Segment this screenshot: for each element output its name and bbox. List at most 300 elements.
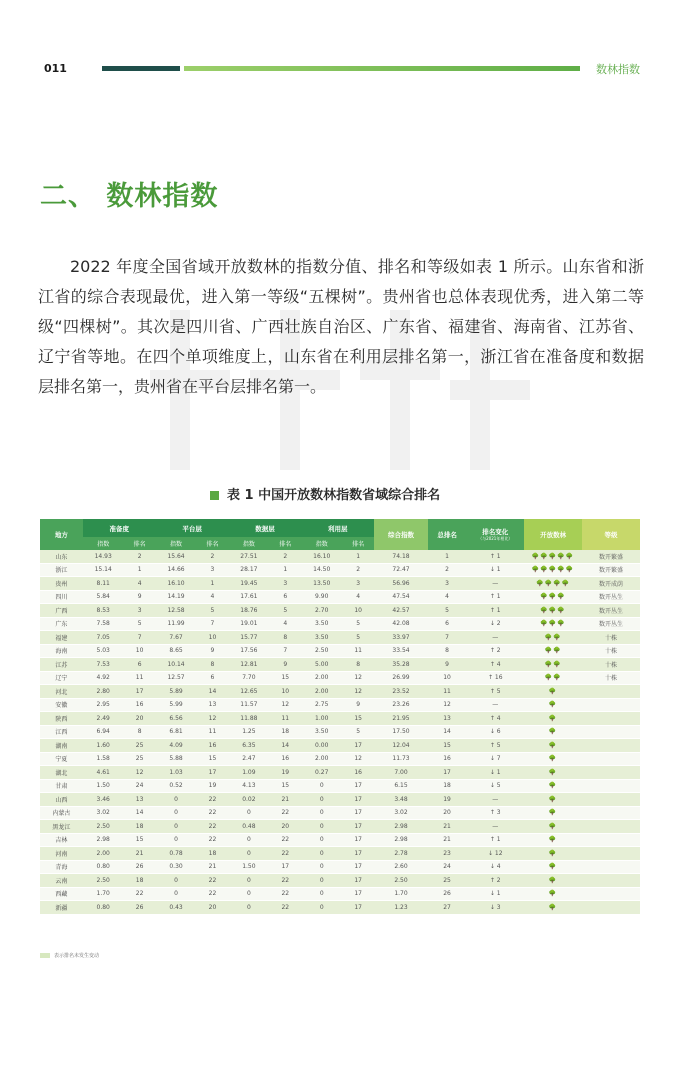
cell-trees: 🌳 xyxy=(524,806,582,820)
table-cell: 11 xyxy=(124,671,156,685)
cell-region: 山东 xyxy=(40,550,83,563)
table-cell: 17.61 xyxy=(229,590,270,604)
table-cell: 3.46 xyxy=(83,793,124,807)
table-cell: 22 xyxy=(269,874,301,888)
table-cell: 21 xyxy=(428,833,467,847)
table-cell: 26 xyxy=(428,887,467,901)
table-cell: 9 xyxy=(342,698,374,712)
cell-rank-change: ↑ 4 xyxy=(466,712,524,726)
table-cell: 4.92 xyxy=(83,671,124,685)
table-cell: 15.14 xyxy=(83,563,124,577)
table-cell: 15 xyxy=(342,712,374,726)
cell-rank-change: ↑ 3 xyxy=(466,806,524,820)
cell-trees: 🌳 xyxy=(524,712,582,726)
cell-rank-change: ↑ 2 xyxy=(466,874,524,888)
table-cell: 8 xyxy=(196,658,228,672)
table-cell: 2 xyxy=(269,550,301,563)
table-row xyxy=(40,644,640,658)
table-cell: 14.66 xyxy=(156,563,197,577)
cell-grade xyxy=(582,685,640,699)
cell-grade: 十株 xyxy=(582,671,640,685)
cell-rank-change: — xyxy=(466,577,524,591)
cell-grade xyxy=(582,793,640,807)
cell-trees: 🌳 xyxy=(524,887,582,901)
table-cell: 0 xyxy=(301,874,342,888)
cell-trees: 🌳 xyxy=(524,752,582,766)
table-cell: 18 xyxy=(124,820,156,834)
table-cell: 0 xyxy=(301,860,342,874)
cell-grade xyxy=(582,820,640,834)
table-cell: 33.97 xyxy=(374,631,428,645)
cell-trees: 🌳🌳 xyxy=(524,671,582,685)
table-cell: 12.57 xyxy=(156,671,197,685)
table-cell: 2.49 xyxy=(83,712,124,726)
table-row xyxy=(40,698,640,712)
cell-trees: 🌳🌳🌳 xyxy=(524,590,582,604)
table-cell: 6.15 xyxy=(374,779,428,793)
table-cell: 9 xyxy=(428,658,467,672)
table-cell: 16 xyxy=(342,766,374,780)
table-cell: 7 xyxy=(428,631,467,645)
cell-trees: 🌳🌳🌳 xyxy=(524,604,582,618)
table-cell: 1 xyxy=(269,563,301,577)
table-row xyxy=(40,860,640,874)
table-row xyxy=(40,590,640,604)
cell-region: 江西 xyxy=(40,725,83,739)
table-cell: 1.03 xyxy=(156,766,197,780)
header-section-label: 数林指数 xyxy=(596,63,640,76)
cell-rank-change: ↓ 2 xyxy=(466,617,524,631)
header-total-rank: 总排名 xyxy=(428,519,467,550)
table-cell: 0.27 xyxy=(301,766,342,780)
table-cell: 2.50 xyxy=(374,874,428,888)
cell-trees: 🌳 xyxy=(524,874,582,888)
table-cell: 14.93 xyxy=(83,550,124,563)
table-cell: 22 xyxy=(269,887,301,901)
table-cell: 19.01 xyxy=(229,617,270,631)
cell-rank-change: — xyxy=(466,793,524,807)
table-row xyxy=(40,752,640,766)
table-cell: 10 xyxy=(342,604,374,618)
cell-trees: 🌳🌳🌳 xyxy=(524,617,582,631)
table-cell: 22 xyxy=(269,901,301,915)
table-cell: 8.53 xyxy=(83,604,124,618)
table-cell: 3.50 xyxy=(301,631,342,645)
table-cell: 26.99 xyxy=(374,671,428,685)
table-cell: 0 xyxy=(229,887,270,901)
cell-rank-change: ↓ 1 xyxy=(466,766,524,780)
table-cell: 6.94 xyxy=(83,725,124,739)
cell-grade xyxy=(582,833,640,847)
cell-region: 云南 xyxy=(40,874,83,888)
table-cell: 5.99 xyxy=(156,698,197,712)
cell-grade xyxy=(582,874,640,888)
cell-grade: 数开丛生 xyxy=(582,590,640,604)
table-cell: 11 xyxy=(342,644,374,658)
table-cell: 3 xyxy=(196,563,228,577)
table-cell: 2 xyxy=(342,563,374,577)
table-cell: 17 xyxy=(269,860,301,874)
table-cell: 25 xyxy=(124,739,156,753)
table-cell: 9 xyxy=(269,658,301,672)
table-cell: 22 xyxy=(124,887,156,901)
table-cell: 20 xyxy=(428,806,467,820)
table-cell: 17 xyxy=(342,779,374,793)
table-cell: 14 xyxy=(428,725,467,739)
table-cell: 17 xyxy=(428,766,467,780)
table-caption xyxy=(210,484,440,503)
cell-region: 河南 xyxy=(40,847,83,861)
cell-grade xyxy=(582,779,640,793)
table-cell: 22 xyxy=(196,806,228,820)
table-cell: 3 xyxy=(342,577,374,591)
table-cell: 56.96 xyxy=(374,577,428,591)
table-cell: 6.81 xyxy=(156,725,197,739)
cell-region: 四川 xyxy=(40,590,83,604)
table-cell: 4 xyxy=(342,590,374,604)
cell-grade xyxy=(582,712,640,726)
cell-region: 湖南 xyxy=(40,739,83,753)
table-cell: 0 xyxy=(156,874,197,888)
table-cell: 27 xyxy=(428,901,467,915)
table-cell: 21 xyxy=(269,793,301,807)
cell-trees: 🌳 xyxy=(524,685,582,699)
table-cell: 12.81 xyxy=(229,658,270,672)
table-cell: 17.56 xyxy=(229,644,270,658)
table-row xyxy=(40,604,640,618)
table-row xyxy=(40,887,640,901)
table-cell: 4 xyxy=(269,617,301,631)
table-cell: 20 xyxy=(124,712,156,726)
cell-rank-change: ↓ 3 xyxy=(466,901,524,915)
table-cell: 17 xyxy=(342,860,374,874)
cell-grade xyxy=(582,901,640,915)
cell-grade: 十株 xyxy=(582,631,640,645)
cell-grade: 数开丛生 xyxy=(582,617,640,631)
table-cell: 5.88 xyxy=(156,752,197,766)
table-cell: 21 xyxy=(124,847,156,861)
table-cell: 2.70 xyxy=(301,604,342,618)
table-cell: 17 xyxy=(196,766,228,780)
table-cell: 4.13 xyxy=(229,779,270,793)
cell-region: 山西 xyxy=(40,793,83,807)
table-cell: 13 xyxy=(428,712,467,726)
table-row xyxy=(40,820,640,834)
table-cell: 17.50 xyxy=(374,725,428,739)
table-cell: 12 xyxy=(196,712,228,726)
table-cell: 3.50 xyxy=(301,725,342,739)
table-cell: 12 xyxy=(269,698,301,712)
table-cell: 7.05 xyxy=(83,631,124,645)
subheader-rank: 排名 xyxy=(342,537,374,550)
cell-grade xyxy=(582,860,640,874)
table-cell: 19 xyxy=(428,793,467,807)
table-cell: 27.51 xyxy=(229,550,270,563)
cell-region: 吉林 xyxy=(40,833,83,847)
table-cell: 11.73 xyxy=(374,752,428,766)
table-cell: 15 xyxy=(269,779,301,793)
table-cell: 0.80 xyxy=(83,901,124,915)
table-cell: 19 xyxy=(196,779,228,793)
table-cell: 6.35 xyxy=(229,739,270,753)
table-cell: 21.95 xyxy=(374,712,428,726)
body-paragraph: 2022 年度全国省域开放数林的指数分值、排名和等级如表 1 所示。山东省和浙江省的综合表现最优，进入第一等级“五棵树”。贵州省也总体表现优秀，进入第二等级“四棵树”。其次是四川省、广西壮族自治区、广东省、福建省、海南省、江苏省、辽宁省等地。在四个单项维度上，山东省在利用层排名第一，浙江省在准备度和数据层排名第一，贵州省在平台层排名第一。 xyxy=(38,257,644,396)
table-cell: 8 xyxy=(269,631,301,645)
table-cell: 21 xyxy=(196,860,228,874)
table-cell: 5 xyxy=(196,604,228,618)
table-cell: 5 xyxy=(342,617,374,631)
table-row xyxy=(40,577,640,591)
cell-rank-change: — xyxy=(466,820,524,834)
table-cell: 12 xyxy=(342,671,374,685)
cell-rank-change: ↑ 1 xyxy=(466,604,524,618)
table-cell: 3 xyxy=(124,604,156,618)
cell-grade xyxy=(582,739,640,753)
cell-trees: 🌳 xyxy=(524,739,582,753)
cell-trees: 🌳 xyxy=(524,901,582,915)
table-row xyxy=(40,833,640,847)
header-bar-green xyxy=(184,66,580,71)
table-cell: 3.02 xyxy=(83,806,124,820)
table-cell: 14.50 xyxy=(301,563,342,577)
cell-rank-change: ↑ 4 xyxy=(466,658,524,672)
table-cell: 7.00 xyxy=(374,766,428,780)
table-cell: 22 xyxy=(196,793,228,807)
cell-trees: 🌳 xyxy=(524,779,582,793)
table-cell: 24 xyxy=(428,860,467,874)
cell-trees: 🌳🌳 xyxy=(524,658,582,672)
table-cell: 2.98 xyxy=(83,833,124,847)
table-cell: 42.57 xyxy=(374,604,428,618)
table-cell: 2.75 xyxy=(301,698,342,712)
table-cell: 0 xyxy=(229,847,270,861)
cell-region: 安徽 xyxy=(40,698,83,712)
table-cell: 47.54 xyxy=(374,590,428,604)
table-cell: 23 xyxy=(428,847,467,861)
cell-grade: 数开繁盛 xyxy=(582,563,640,577)
table-cell: 17 xyxy=(124,685,156,699)
table-cell: 28.17 xyxy=(229,563,270,577)
subheader-index: 指数 xyxy=(83,537,124,550)
table-cell: 72.47 xyxy=(374,563,428,577)
table-cell: 22 xyxy=(196,887,228,901)
table-cell: 0 xyxy=(301,833,342,847)
table-cell: 6 xyxy=(124,658,156,672)
table-body xyxy=(40,550,640,914)
cell-rank-change: — xyxy=(466,631,524,645)
table-cell: 2.00 xyxy=(301,752,342,766)
cell-region: 甘肃 xyxy=(40,779,83,793)
table-cell: 13 xyxy=(196,698,228,712)
cell-trees: 🌳 xyxy=(524,725,582,739)
table-cell: 0.02 xyxy=(229,793,270,807)
table-cell: 1 xyxy=(124,563,156,577)
header-trees: 开放数林 xyxy=(524,519,582,550)
table-cell: 15.64 xyxy=(156,550,197,563)
table-cell: 0 xyxy=(301,901,342,915)
table-cell: 0 xyxy=(156,793,197,807)
table-cell: 7.53 xyxy=(83,658,124,672)
table-cell: 3.02 xyxy=(374,806,428,820)
table-cell: 14 xyxy=(124,806,156,820)
cell-region: 宁夏 xyxy=(40,752,83,766)
table-cell: 16 xyxy=(428,752,467,766)
table-cell: 0 xyxy=(229,806,270,820)
cell-region: 青海 xyxy=(40,860,83,874)
table-cell: 0 xyxy=(301,779,342,793)
table-cell: 1 xyxy=(428,550,467,563)
table-cell: 22 xyxy=(196,820,228,834)
table-cell: 12 xyxy=(428,698,467,712)
table-cell: 12 xyxy=(342,752,374,766)
table-cell: 11 xyxy=(269,712,301,726)
cell-grade: 数开成荫 xyxy=(582,577,640,591)
cell-rank-change: ↑ 5 xyxy=(466,685,524,699)
table-cell: 9 xyxy=(124,590,156,604)
table-cell: 7.67 xyxy=(156,631,197,645)
table-cell: 22 xyxy=(269,806,301,820)
table-cell: 18 xyxy=(196,847,228,861)
table-cell: 2 xyxy=(124,550,156,563)
table-cell: 15 xyxy=(196,752,228,766)
table-cell: 1.70 xyxy=(83,887,124,901)
cell-rank-change: ↓ 6 xyxy=(466,725,524,739)
subheader-rank: 排名 xyxy=(124,537,156,550)
cell-grade xyxy=(582,766,640,780)
table-cell: 5.03 xyxy=(83,644,124,658)
cell-grade: 十株 xyxy=(582,644,640,658)
cell-region: 贵州 xyxy=(40,577,83,591)
table-cell: 18 xyxy=(124,874,156,888)
table-cell: 2.98 xyxy=(374,833,428,847)
table-cell: 12.04 xyxy=(374,739,428,753)
table-cell: 8 xyxy=(428,644,467,658)
table-cell: 20 xyxy=(269,820,301,834)
table-row xyxy=(40,685,640,699)
table-cell: 15 xyxy=(269,671,301,685)
cell-trees: 🌳 xyxy=(524,820,582,834)
header-readiness: 准备度 xyxy=(83,519,156,537)
table-cell: 6 xyxy=(269,590,301,604)
table-cell: 12 xyxy=(124,766,156,780)
table-row xyxy=(40,712,640,726)
table-row xyxy=(40,847,640,861)
legend-swatch xyxy=(40,953,50,958)
table-cell: 16 xyxy=(196,739,228,753)
table-cell: 17 xyxy=(342,847,374,861)
table-cell: 33.54 xyxy=(374,644,428,658)
cell-region: 河北 xyxy=(40,685,83,699)
table-cell: 10 xyxy=(269,685,301,699)
table-cell: 6 xyxy=(196,671,228,685)
table-cell: 3.50 xyxy=(301,617,342,631)
table-cell: 22 xyxy=(196,833,228,847)
table-cell: 19.45 xyxy=(229,577,270,591)
table-cell: 11.88 xyxy=(229,712,270,726)
cell-region: 广东 xyxy=(40,617,83,631)
table-cell: 2 xyxy=(428,563,467,577)
table-cell: 1 xyxy=(196,577,228,591)
table-cell: 7 xyxy=(196,617,228,631)
table-cell: 2 xyxy=(196,550,228,563)
table-cell: 11.57 xyxy=(229,698,270,712)
table-cell: 0 xyxy=(156,833,197,847)
table-cell: 10 xyxy=(124,644,156,658)
cell-region: 陕西 xyxy=(40,712,83,726)
table-cell: 17 xyxy=(342,901,374,915)
table-cell: 5 xyxy=(342,631,374,645)
table-cell: 1.70 xyxy=(374,887,428,901)
table-cell: 16 xyxy=(269,752,301,766)
table-cell: 5 xyxy=(269,604,301,618)
table-cell: 25 xyxy=(124,752,156,766)
table-cell: 0 xyxy=(301,887,342,901)
table-cell: 1.23 xyxy=(374,901,428,915)
table-cell: 14.19 xyxy=(156,590,197,604)
table-cell: 13 xyxy=(124,793,156,807)
table-row xyxy=(40,631,640,645)
cell-region: 辽宁 xyxy=(40,671,83,685)
cell-region: 福建 xyxy=(40,631,83,645)
table-row xyxy=(40,617,640,631)
header-grade: 等级 xyxy=(582,519,640,550)
table-cell: 12.58 xyxy=(156,604,197,618)
cell-rank-change: ↑ 5 xyxy=(466,739,524,753)
table-row xyxy=(40,550,640,563)
table-cell: 1.00 xyxy=(301,712,342,726)
table-cell: 8.65 xyxy=(156,644,197,658)
table-cell: 8 xyxy=(342,658,374,672)
table-cell: 24 xyxy=(124,779,156,793)
subheader-rank: 排名 xyxy=(269,537,301,550)
table-cell: 3 xyxy=(428,577,467,591)
cell-rank-change: ↓ 7 xyxy=(466,752,524,766)
table-cell: 10 xyxy=(428,671,467,685)
cell-trees: 🌳 xyxy=(524,698,582,712)
cell-trees: 🌳 xyxy=(524,793,582,807)
table-cell: 12 xyxy=(342,685,374,699)
subheader-rank: 排名 xyxy=(196,537,228,550)
header-rank-change-sub: （与2021年相比） xyxy=(478,536,513,541)
legend-text: 表示排名未发生变动 xyxy=(54,953,100,959)
table-cell: 4 xyxy=(428,590,467,604)
table-cell: 0.48 xyxy=(229,820,270,834)
table-cell: 1.60 xyxy=(83,739,124,753)
cell-grade xyxy=(582,725,640,739)
table-row xyxy=(40,563,640,577)
table-cell: 17 xyxy=(342,833,374,847)
table-cell: 0 xyxy=(229,833,270,847)
table-cell: 5.89 xyxy=(156,685,197,699)
cell-grade: 数开丛生 xyxy=(582,604,640,618)
table-cell: 15.77 xyxy=(229,631,270,645)
table-cell: 35.28 xyxy=(374,658,428,672)
table-cell: 23.26 xyxy=(374,698,428,712)
table-cell: 0 xyxy=(301,847,342,861)
table-cell: 19 xyxy=(269,766,301,780)
cell-trees: 🌳 xyxy=(524,847,582,861)
table-row xyxy=(40,793,640,807)
table-cell: 8 xyxy=(124,725,156,739)
table-cell: 3 xyxy=(269,577,301,591)
subheader-index: 指数 xyxy=(301,537,342,550)
table-cell: 25 xyxy=(428,874,467,888)
table-cell: 9 xyxy=(196,644,228,658)
table-cell: 11 xyxy=(196,725,228,739)
table-cell: 0 xyxy=(156,887,197,901)
cell-region: 黑龙江 xyxy=(40,820,83,834)
table-row xyxy=(40,739,640,753)
